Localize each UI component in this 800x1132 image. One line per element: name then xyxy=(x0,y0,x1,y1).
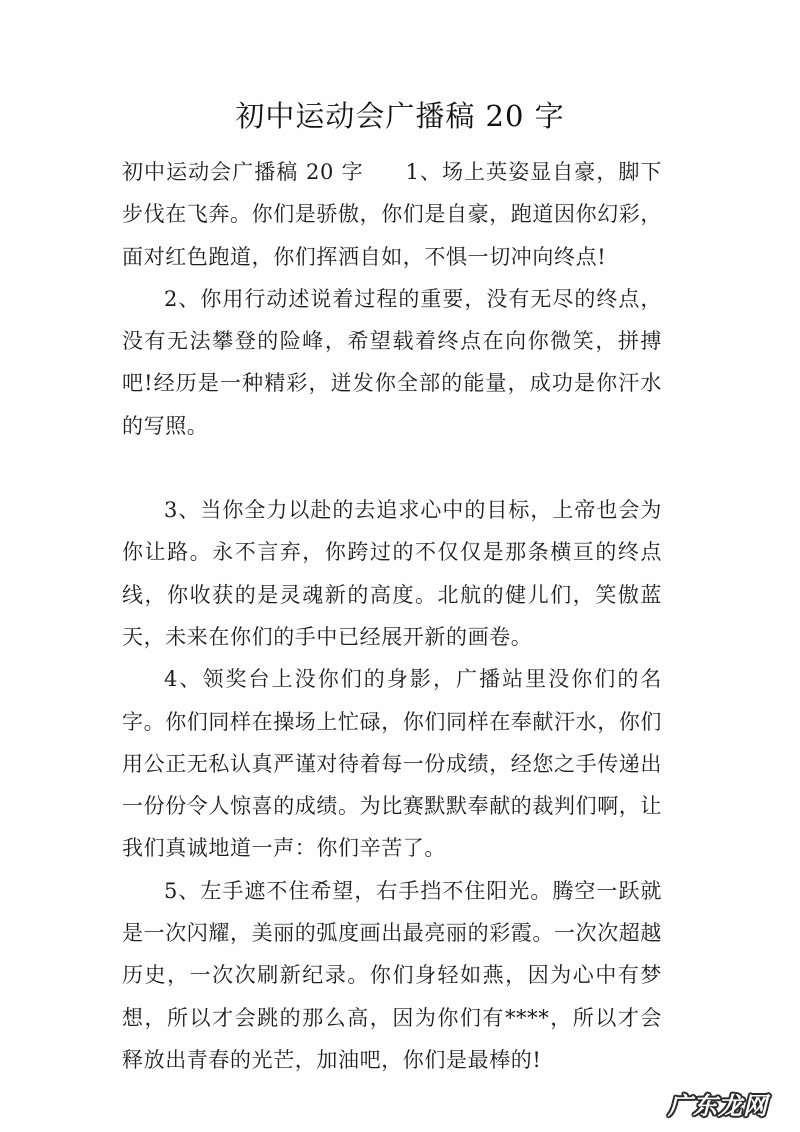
paragraph-3: 3、当你全力以赴的去追求心中的目标，上帝也会为你让路。永不言弃，你跨过的不仅仅是那条横亘的终点线，你收获的是灵魂新的高度。北航的健儿们，笑傲蓝天，未来在你们的手中已经展开新的画卷。 xyxy=(122,498,662,649)
paragraph-4: 4、领奖台上没你们的身影，广播站里没你们的名字。你们同样在操场上忙碌，你们同样在奉献汗水，你们用公正无私认真严谨对待着每一份成绩，经您之手传递出一份份令人惊喜的成绩。为比赛默默奉献的裁判们啊，让我们真诚地道一声：你们辛苦了。 xyxy=(122,667,662,861)
paragraph-5: 5、左手遮不住希望，右手挡不住阳光。腾空一跃就是一次闪耀，美丽的弧度画出最亮丽的彩霞。一次次超越历史，一次次刷新纪录。你们身轻如燕，因为心中有梦想，所以才会跳的那么高，因为你们有****，所以才会释放出青春的光芒，加油吧，你们是最棒的! xyxy=(122,878,662,1072)
site-watermark-logo: 广东龙网 xyxy=(668,1092,768,1120)
intro-label: 初中运动会广播稿 20 字 xyxy=(122,160,364,184)
paragraph-2: 2、你用行动述说着过程的重要，没有无尽的终点，没有无法攀登的险峰，希望载着终点在向你微笑，拼搏吧!经历是一种精彩，迸发你全部的能量，成功是你汗水的写照。 xyxy=(122,286,662,438)
page-title: 初中运动会广播稿 20 字 xyxy=(235,99,565,133)
paragraph-1-text: 1、场上英姿显自豪，脚下步伐在飞奔。你们是骄傲，你们是自豪，跑道因你幻彩，面对红色跑道，你们挥洒自如，不惧一切冲向终点! xyxy=(122,160,662,269)
article-body xyxy=(122,151,662,1081)
paragraph-gap xyxy=(122,447,662,489)
paragraph-1 xyxy=(122,151,662,278)
